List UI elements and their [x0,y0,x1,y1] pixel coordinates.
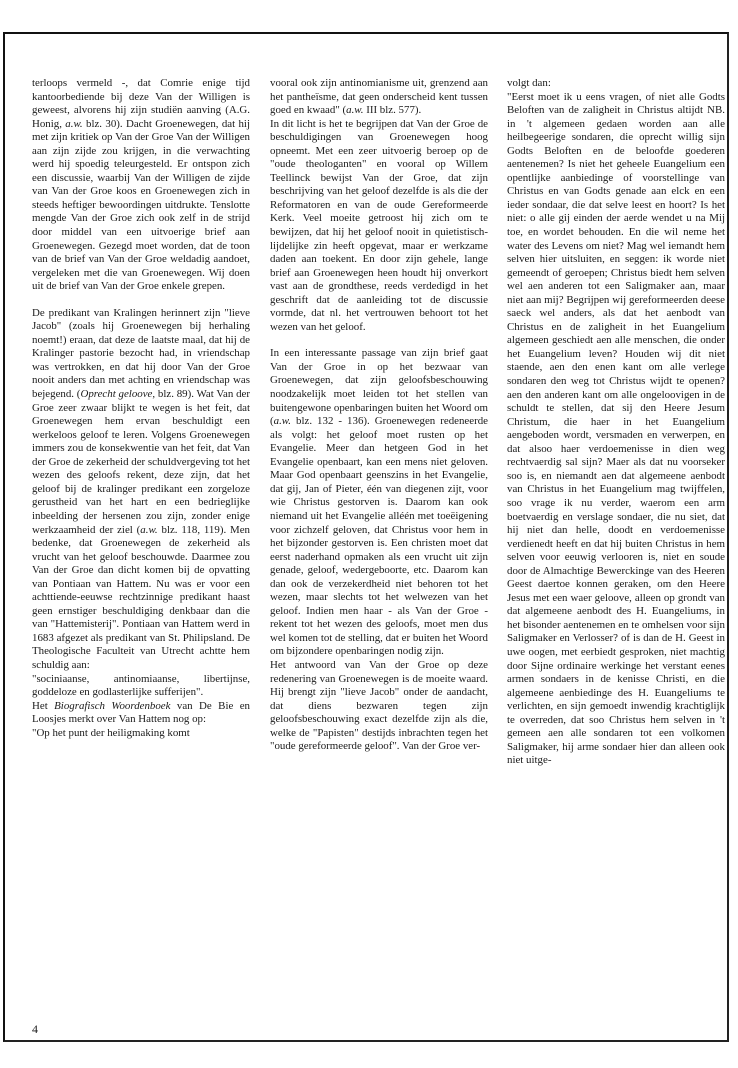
text-column-left [32,77,250,740]
text-run: De predikant van Kralingen herinnert zijn "lieve Jacob" (zoals hij Groenewegen bij herhaling noemt!) eraan, dat deze de laatste maal, dat hij de Kralinger pastorie bezocht had, in vriendschap was vertrokken, en dat hij door Van der Groe nooit anders dan met achting en vriendschap was bejegend. ( [32,306,250,401]
paragraph: Het antwoord van Van der Groe op deze redenering van Groenewegen is de moeite waard. Hij brengt zijn "lieve Jacob" onder de aandacht, dat diens bezwaren tegen zijn geloofsbeschouwing exact dezelfde zijn als die, welke de "Papisten" destijds inbrachten tegen het "oude gereformeerde geloof". Van der Groe ver- [270,658,488,753]
paragraph [32,700,250,727]
paragraph [270,77,488,118]
text-run: Het [32,699,55,712]
paragraph [32,307,250,673]
text-column-middle [270,77,488,754]
page-number: 4 [32,1022,38,1036]
text-run: In een interessante passage van zijn brief gaat Van der Groe in op het bezwaar van Groenewegen, dat zijn geloofsbeschouwing noodzakelijk moet leiden tot het stellen van buitengewone openbaringen buiten het Woord om ( [270,347,488,428]
paragraph [270,347,488,659]
quotation: "sociniaanse, antinomiaanse, libertijnse, goddeloze en godlasterlijke sufferijen". [32,672,250,699]
text-run: vooral ook zijn antinomianisme uit, grenzend aan het pantheïsme, dat geen onderscheid kent tussen goed en kwaad" ( [270,77,488,117]
text-column-right [507,77,725,768]
paragraph: volgt dan: [507,77,551,89]
citation-abbrev: a.w. [273,415,291,428]
book-title: Oprecht geloove [80,388,153,401]
text-run: blz. 118, 119). Men bedenke, dat Groenewegen de zekerheid als vrucht van het geloof beschouwde. Daarmee zou Van der Groe dan dicht komen bij de opvatting van Pontiaan van Hattem. Nu was er voor een achttiende-eeuwse rechtzinnige predikant haast geen ernstiger beschuldiging denkbaar dan die van "Hattemisterij". Pontiaan van Hattem werd in 1683 afgezet als predikant van St. Philipsland. De Theologische Faculteit van Utrecht achtte hem schuldig aan: [32,523,250,671]
text-run: van De Bie en Loosjes merkt over Van Hattem nog op: [32,699,251,726]
book-title: Biografisch Woordenboek [54,699,171,712]
paragraph: In dit licht is het te begrijpen dat Van der Groe de beschuldigingen van Groenewegen hoog opneemt. Met een zeer uitvoerig beroep op de "oude theologanten" en vooral op Willem Teellinck bewijst Van der Groe, dat zijn beschrijving van het geloof dezelfde is als die der Reformatoren en van de oude Gereformeerde Kerk. Veel moeite getroost hij zich om te bewijzen, dat hij het geloof nooit in quietistisch-lijdelijke zin heeft opgevat, maar er werkzame daden aan toekent. En door zijn gehele, lange brief aan Groenewegen heen houdt hij onverkort vast aan de grondthese, reeds verdedigd in het geschrift dat de aanleiding tot de discussie vormde, dat nl. het vertrouwen behoort tot het wezen van het geloof. [270,117,488,333]
text-run: III blz. 577). [363,104,422,117]
quotation: "Eerst moet ik u eens vragen, of niet alle Godts Beloften van de zaligheit in Christus altijdt NB. in 't algemeen gedaen worden aan alle heilbegeerige sondaren, die oprecht willig sijn Godts Beloften en de beloofde goederen aentenemen? Is niet het geheele Euangelium een opentlijke aanbiedinge of voorstellinge van Christus en van Godts genade aan elck en een ieder sondaar, die dat selve leest en hoort? Is het niet: o alle gij einden der aerde wendet u na Mij toe, en wordet behouden. En die wil neme het water des Levens om niet? Mag wel iemandt hem selven hier uitsluiten, en seggen: ik worde niet gemeendt of geroepen; Christus biedt hem selven wel aen anderen tot een Saligmaker aan, maar niet aan mij? Begrijpen wij gereformeerden deese saeck wel anders, als dat het aenbodt van Christus en de zaligheit in het Euangelium algemeen geschiedt aen alle menschen, die onder het Euangelium leven? Houden wij dit niet staende, aen den enen kant om alle verlege sondaren den weg tot Christus wijdt te openen? aen den anderen kant om alle ongeloovigen in de schuldt te stellen, dat sij den Heere Jesum Christum, die haer in het Euangelium aengeboden wordt, versmaden en verwerpen, en dat alsoo haer verdoemenisse in dien weg rechtvaerdig sal sijn? Maer als dat nu voorseker soo is, en niemandt aen dat algemeene aenbodt van Christus in het Euangelium mag twijffelen, soo vrage ik nu verder, waerom een arm boetvaerdig en verslage sondaer, die nu siet, dat hij niet dan helle, doodt en verdoemenisse verdienedt heeft en dat hij buiten Christus in hem selven voor eeuwig verlooren is, niet en soude door de Almachtige Bewerckinge van des Heeren Geest daertoe konnen geraken, om den Heere Jesus met een waer geloove, alleen op grondt van dat algemeene aenbodt des H. Euangeliums, in het bisonder aentenemen en te omhelsen voor sijn Saligmaker en Verlosser? of is dan de H. Geest in uwe oogen, met eerbiedt gesproken, niet machtig door Sijne ordinaire werkinge het verstant eenes armen sondaers in de kenisse Christi, en die algemeene aenbiedinge des H. Euangeliums te verlichten, en sijn gemoedt inwendig krachtiglijk te overreden, dat soo Christus hem selven in 't gemeen aen alle sondaren tot een volkomen Saligmaker, hij arme sondaer hier dan alleen ook niet uitge- [507,90,725,767]
text-run: , blz. 89). Wat Van der Groe zeer zwaar blijkt te wegen is het feit, dat Groenewegen hem ervan beschuldigt een werkeloos geloof te leren. Volgens Groenewegen immers zou de konsekwentie van het feit, dat Van der Groe de zekerheid der schuldvergeving tot het wezen des geloofs rekent, deze zijn, dat het geloof bij de kralinger predikant een zorgeloze gerustheid van het hart en een bedrieglijke inbeelding der hersenen zou zijn, zonder enige werkzaamheid der ziel ( [32,388,250,536]
citation-abbrev: a.w. [346,104,364,117]
citation-abbrev: a.w. [140,523,158,536]
quotation: "Op het punt der heiligmaking komt [32,726,190,739]
paragraph [32,77,250,294]
citation-abbrev: a.w. [65,117,83,130]
text-run: terloops vermeld -, dat Comrie enige tijd kantoorbediende bij deze Van der Willigen is geweest, alvorens hij zijn studiën aanving (A.G. Honig, [32,77,250,130]
text-run: blz. 30). Dacht Groenewegen, dat hij met zijn kritiek op Van der Groe Van der Willigen aan zijn zijde zou krijgen, in die verwachting werd hij spoedig teleurgesteld. Er ontspon zich een discussie, waarbij Van der Willigen de zijde van Van der Groe koos en Groenewegen zich in steeds heftiger bewoordingen uitdrukte. Tenslotte mengde Van der Groe zich ook zelf in de strijd door middel van een uitvoerige brief aan Groenewegen. Gezegd moet worden, dat de toon van de brief van Van der Groe weldadig aandoet, vergeleken met die van Groenewegen. Wij doen uit de brief van Van der Groe enkele grepen. [32,117,250,293]
text-run: blz. 132 - 136). Groenewegen redeneerde als volgt: het geloof moet rusten op het Evangelie. Meer dan hetgeen God in het Evangelie openbaart, kan een mens niet geloven. Maar God openbaart geenszins in het Evangelie, dat gij, Jan of Pieter, één van diegenen zijt, voor wie Christus gestorven is. Daarom kan ook niemand uit het Evangelie alléén met toeëigening voor zichzelf geloven, dat Christus voor hem in het bijzonder gestorven is. Een christen moet dat eerst naderhand opmaken als een vrucht uit zijn genade, geloof, wedergeboorte, etc. Daarom kan dan ook de verzekerdheid niet behoren tot het wezen, maar slechts tot het welwezen van het geloof. Indien men haar - als Van der Groe - rekent tot het wezen des geloofs, moet men dus wel komen tot de stelling, dat er buiten het Woord om bijzondere openbaringen nodig zijn. [270,415,488,658]
